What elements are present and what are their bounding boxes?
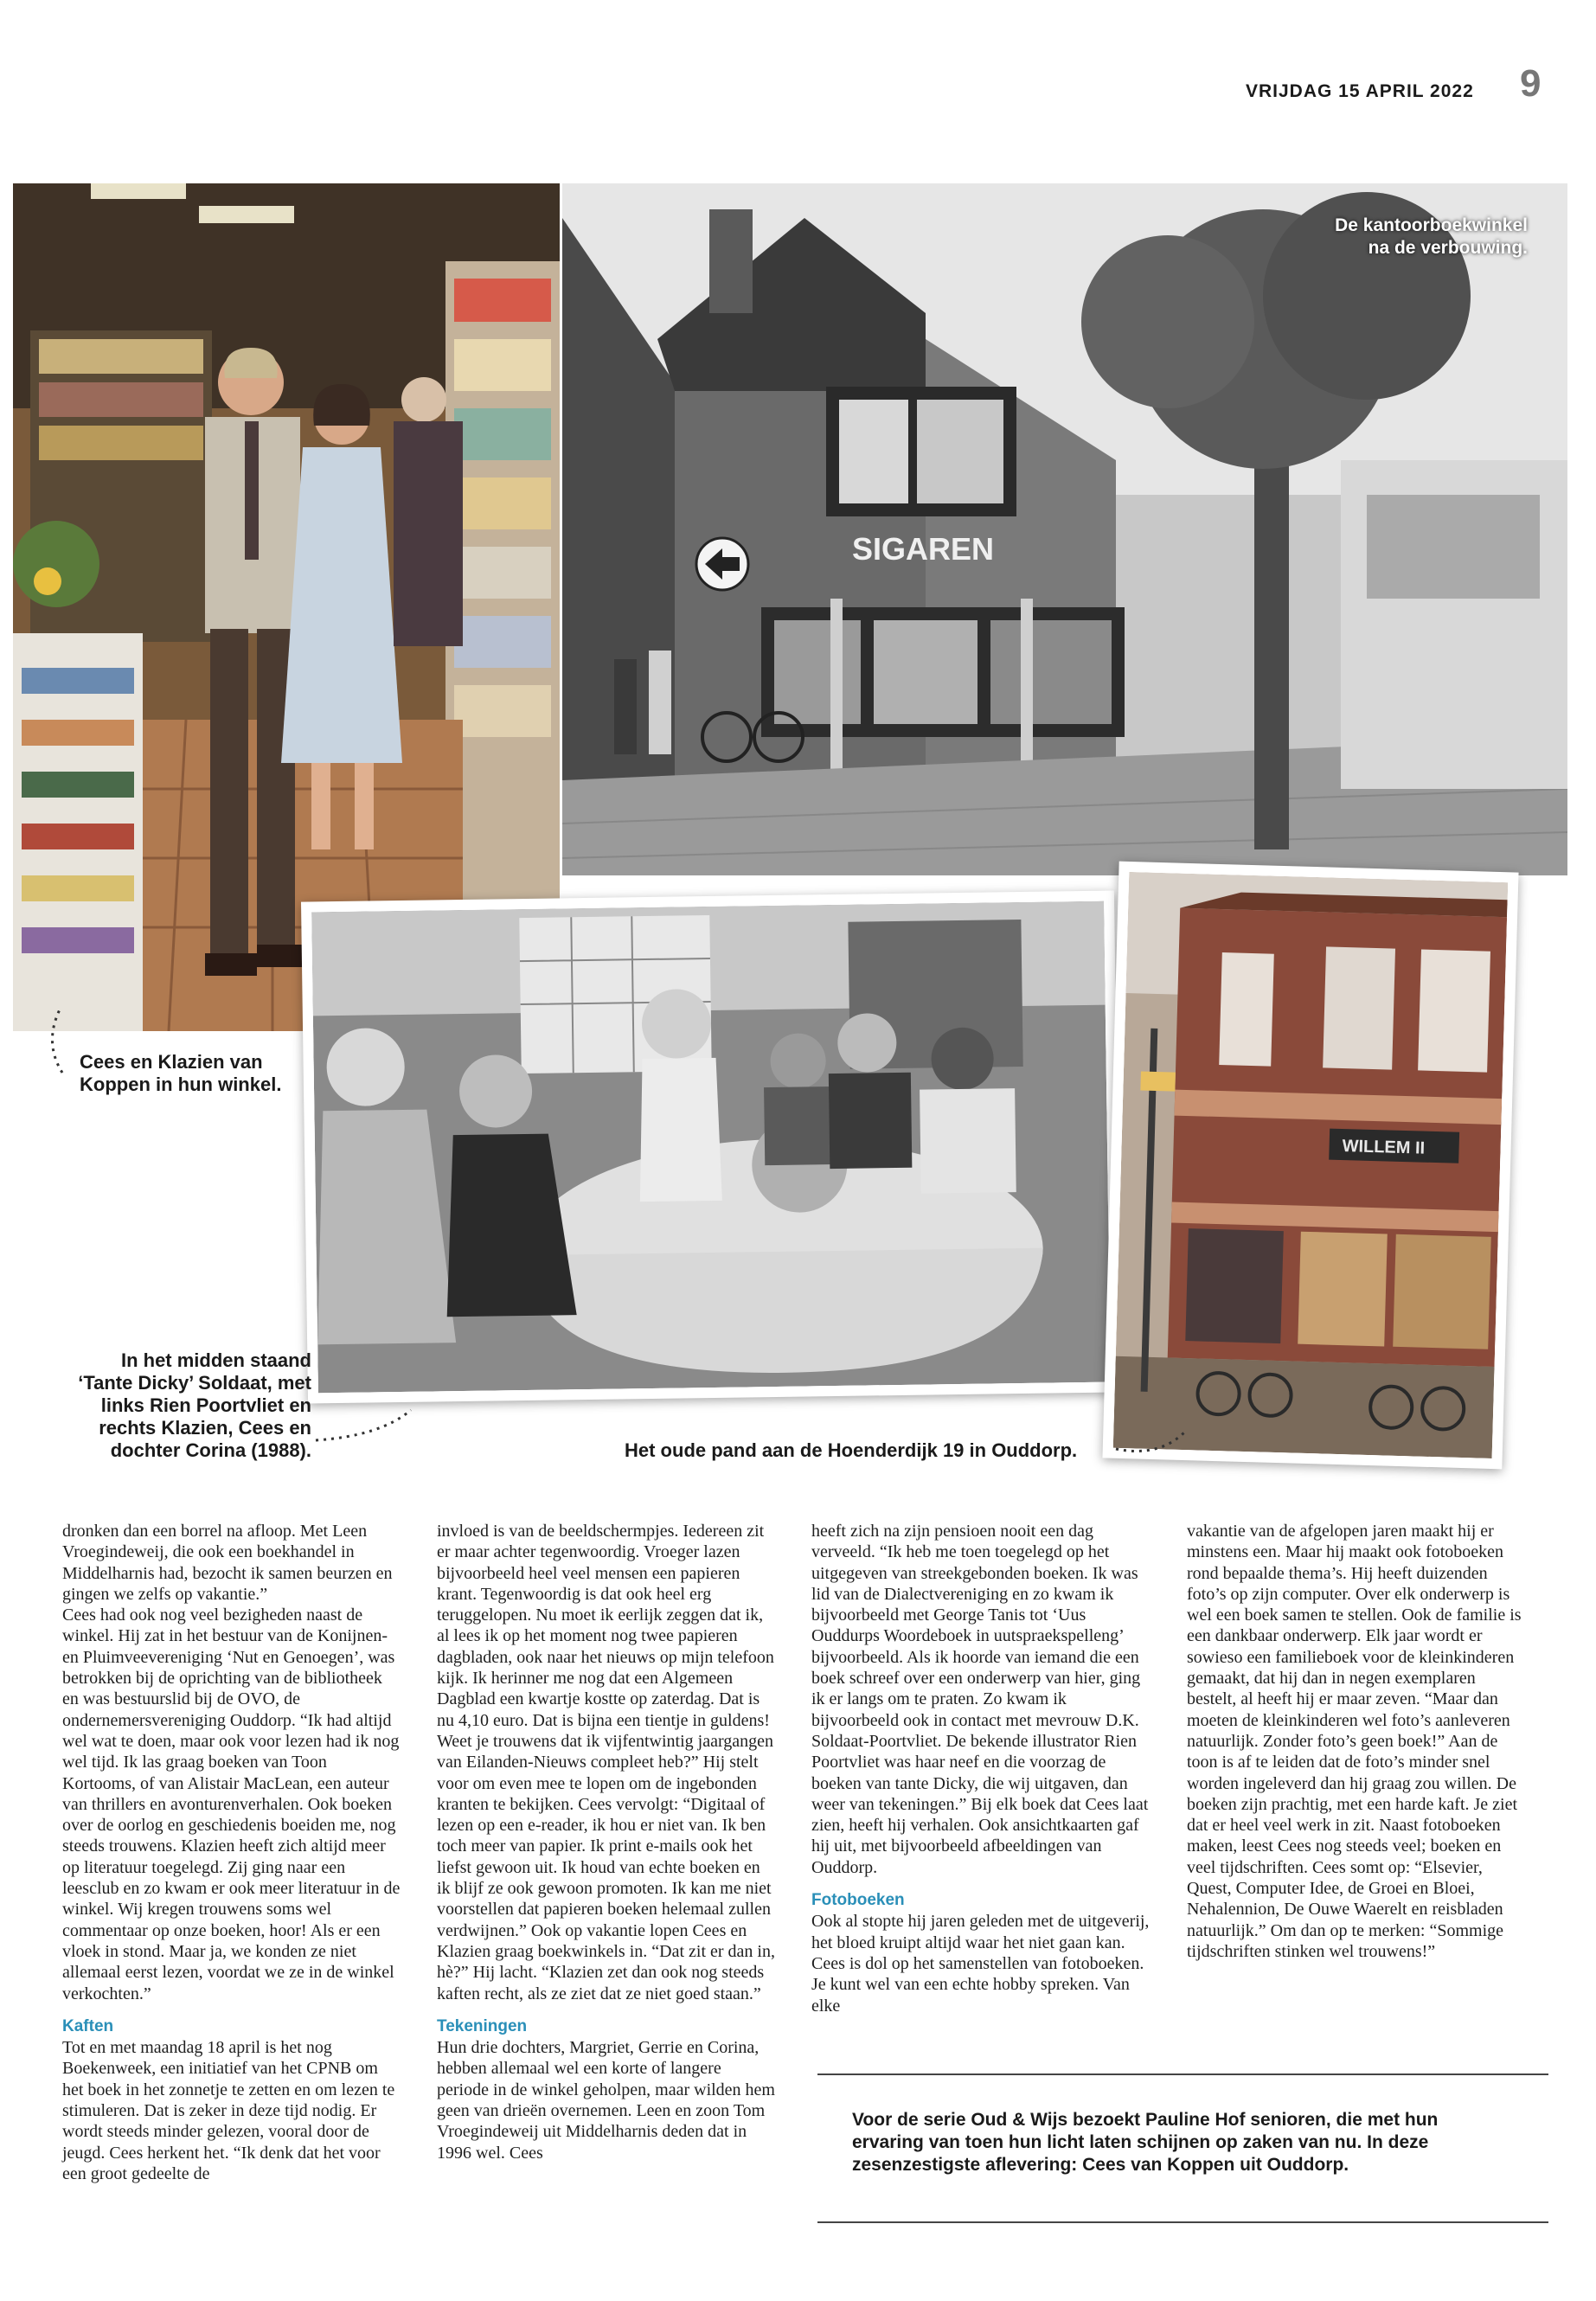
article-paragraph: Hun drie dochters, Margriet, Gerrie en Corina, hebben allemaal wel een korte of langere periode in de winkel geholpen, maar wilden hem geen van drieën overnemen. Leen en zoon Tom Vroegindeweij uit Middelharnis deden dat in 1996 wel. Cees [437,2038,775,2163]
willem-sign: WILLEM II [1342,1137,1426,1158]
article-paragraph: Cees had ook nog veel bezigheden naast de winkel. Hij zat in het bestuur van de Konijnen- en Pluimveevereniging ‘Nut en Genoegen’, was betrokken bij de oprichting van de bibliotheek en was bestuurslid bij de OVO, de ondernemersvereniging Ouddorp. “Ik had altijd wel wat te doen, maar ook voor lezen had ik nog wel tijd. Ik las graag boeken van Toon Kortooms, of van Alistair MacLean, een auteur van thrillers en avonturenverhalen. Ook boeken over de oorlog en geschiedenis boeiden me, nog steeds trouwens. Klazien heeft zich altijd meer op literatuur toegelegd. Zij ging naar een leesclub en zo kwam er ook meer literatuur in de winkel. Wij kregen trouwens soms wel commentaar op onze boeken, hoor! Als er een vloek in stond. Maar ja, we konden ze niet allemaal eerst lezen, voordat we ze in de winkel verkochten.” [62,1606,401,2003]
subhead-fotoboeken: Fotoboeken [811,1891,905,1910]
subhead-tekeningen: Tekeningen [437,2016,528,2035]
subhead-kaften: Kaften [62,2016,114,2035]
article-paragraph: invloed is van de beeldschermpjes. Iedereen zit er maar achter tegenwoordig. Vroeger lazen bijvoorbeeld heel veel mensen een papieren krant. Tegenwoordig is dat ook heel erg teruggelopen. Nu moet ik eerlijk zeggen dat ik, al lees ik op het moment nog twee papieren dagbladen, ook naar het nieuws op mijn telefoon kijk. Ik herinner me nog dat een Algemeen Dagblad een kwartje kostte op zaterdag. Dat is nu 4,10 euro. Dat is bijna een tientje in guldens! Weet je trouwens dat ik vijfentwintig jaargangen van Eilanden-Nieuws compleet heb?” Hij stelt voor om even mee te lopen om de ingebonden kranten te bekijken. Cees vervolgt: “Digitaal of lezen op een e-reader, ik hou er niet van. Ik ben toch meer van papier. Ik print e-mails ook het liefst gewoon uit. Ik houd van echte boeken en ik blijf ze ook gewoon promoten. Ik kan me niet voorstellen dat papieren boeken helemaal zullen verdwijnen.” Ook op vakantie lopen Cees en Klazien graag boekwinkels in. “Dat zit er dan in, hè?” Hij lacht. “Klazien zet dan ook nog steeds kaften recht, als ze ziet dat ze niet goed staan.” [437,1522,775,2003]
article-paragraph: Ook al stopte hij jaren geleden met de uitgeverij, het bloed kruipt altijd waar het niet gaan kan. Cees is dol op het samenstellen van fotoboeken. Je kunt wel van een echte hobby spreken. Van elke [811,1912,1150,2016]
intro-top-rule [817,2073,1548,2075]
article-column-4 [1187,1521,1526,1962]
sigaren-sign: SIGAREN [852,531,995,567]
series-intro: Voor de serie Oud & Wijs bezoekt Pauline Hof senioren, die met hun ervaring van toen hun licht laten schijnen op zaken van nu. In deze zesenzestigste aflevering: Cees van Koppen uit Ouddorp. [852,2110,1439,2175]
issue-date: VRIJDAG 15 APRIL 2022 [1246,81,1474,101]
gathering-photo-frame [301,890,1121,1403]
article-paragraph: vakantie van de afgelopen jaren maakt hij er minstens een. Maar hij maakt ook fotoboeken rond bepaalde thema’s. Hij heeft duizenden foto’s op zijn computer. Over elk onderwerp is wel een boek samen te stellen. Ook de familie is een dankbaar onderwerp. Elk jaar wordt er sowieso een familieboek voor de kleinkinderen gemaakt, dat hij dan in negen exemplaren bestelt, al heeft hij er maar zeven. “Maar dan moeten de kleinkinderen wel foto’s aanleveren natuurlijk. Zonder foto’s geen boek!” Aan de toon is af te leiden dat de foto’s minder snel worden ingeleverd dan hij graag zou willen. De boeken zijn prachtig, met een harde kaft. Je ziet dat er heel veel werk in zit. Naast fotoboeken maken, leest Cees nog steeds veel; boeken en veel tijdschriften. Cees somt op: “Elsevier, Quest, Computer Idee, de Groei en Bloei, Nehalennion, De Ouwe Waerelt en reisbladen natuurlijk.” Om dan op te merken: “Sommige tijdschriften stinken wel trouwens!” [1187,1522,1522,1961]
article-paragraph: heeft zich na zijn pensioen nooit een dag verveeld. “Ik heb me toen toegelegd op het uitgegeven van streekgebonden boeken. Ik was lid van de Dialectvereniging en zo kwam ik bijvoorbeeld met George Tanis tot ‘Uus Ouddurps Woordeboek in uutspraekspelleng’ bijvoorbeeld. Als ik hoorde van iemand die een boek schreef over een onderwerp van hier, ging ik er langs om te praten. Zo kwam ik bijvoorbeeld ook in contact met mevrouw D.K. Soldaat-Poortvliet. De bekende illustrator Rien Poortvliet was haar neef en die voorzag de boeken van tante Dicky, die wij uitgaven, dan weer van tekeningen.” Bij elk boek dat Cees laat zien, heeft hij verhalen. Ook ansichtkaarten gaf hij uit, met bijvoorbeeld afbeeldingen van Ouddorp. [811,1522,1149,1877]
page-number: 9 [1520,62,1542,105]
street-view-photo [562,183,1567,875]
article-paragraph: Tot en met maandag 18 april is het nog Boekenweek, een initiatief van het CPNB om het boek in het zonnetje te zetten en om lezen te stimuleren. Dat is zeker in deze tijd nodig. Er wordt steeds minder gelezen, vooral door de jeugd. Cees herkent het. “Ik denk dat het voor een groot gedeelte de [62,2038,395,2183]
intro-bottom-rule [817,2221,1548,2223]
article-paragraph: dronken dan een borrel na afloop. Met Leen Vroegindeweij, die ook een boekhandel in Middelharnis had, bezocht ik samen beurzen en gingen we zelfs op vakantie.” [62,1522,393,1604]
gathering-caption: In het midden staand ‘Tante Dicky’ Soldaat, met links Rien Poortvliet en rechts Klazien, Cees en dochter Corina (1988). [78,1349,311,1461]
old-building-caption: Het oude pand aan de Hoenderdijk 19 in Ouddorp. [625,1439,1078,1461]
article-column-2 [437,1521,776,2163]
store-interior-caption: Cees en Klazien van Koppen in hun winkel. [80,1051,282,1095]
street-view-overlay-caption: De kantoorboekwinkel na de verbouwing. [1335,215,1528,258]
article-column-1 [62,1521,401,2184]
article-column-3 [811,1521,1151,2016]
old-building-photo [1113,872,1508,1458]
gathering-photo [311,901,1111,1394]
old-building-photo-frame [1102,862,1518,1470]
